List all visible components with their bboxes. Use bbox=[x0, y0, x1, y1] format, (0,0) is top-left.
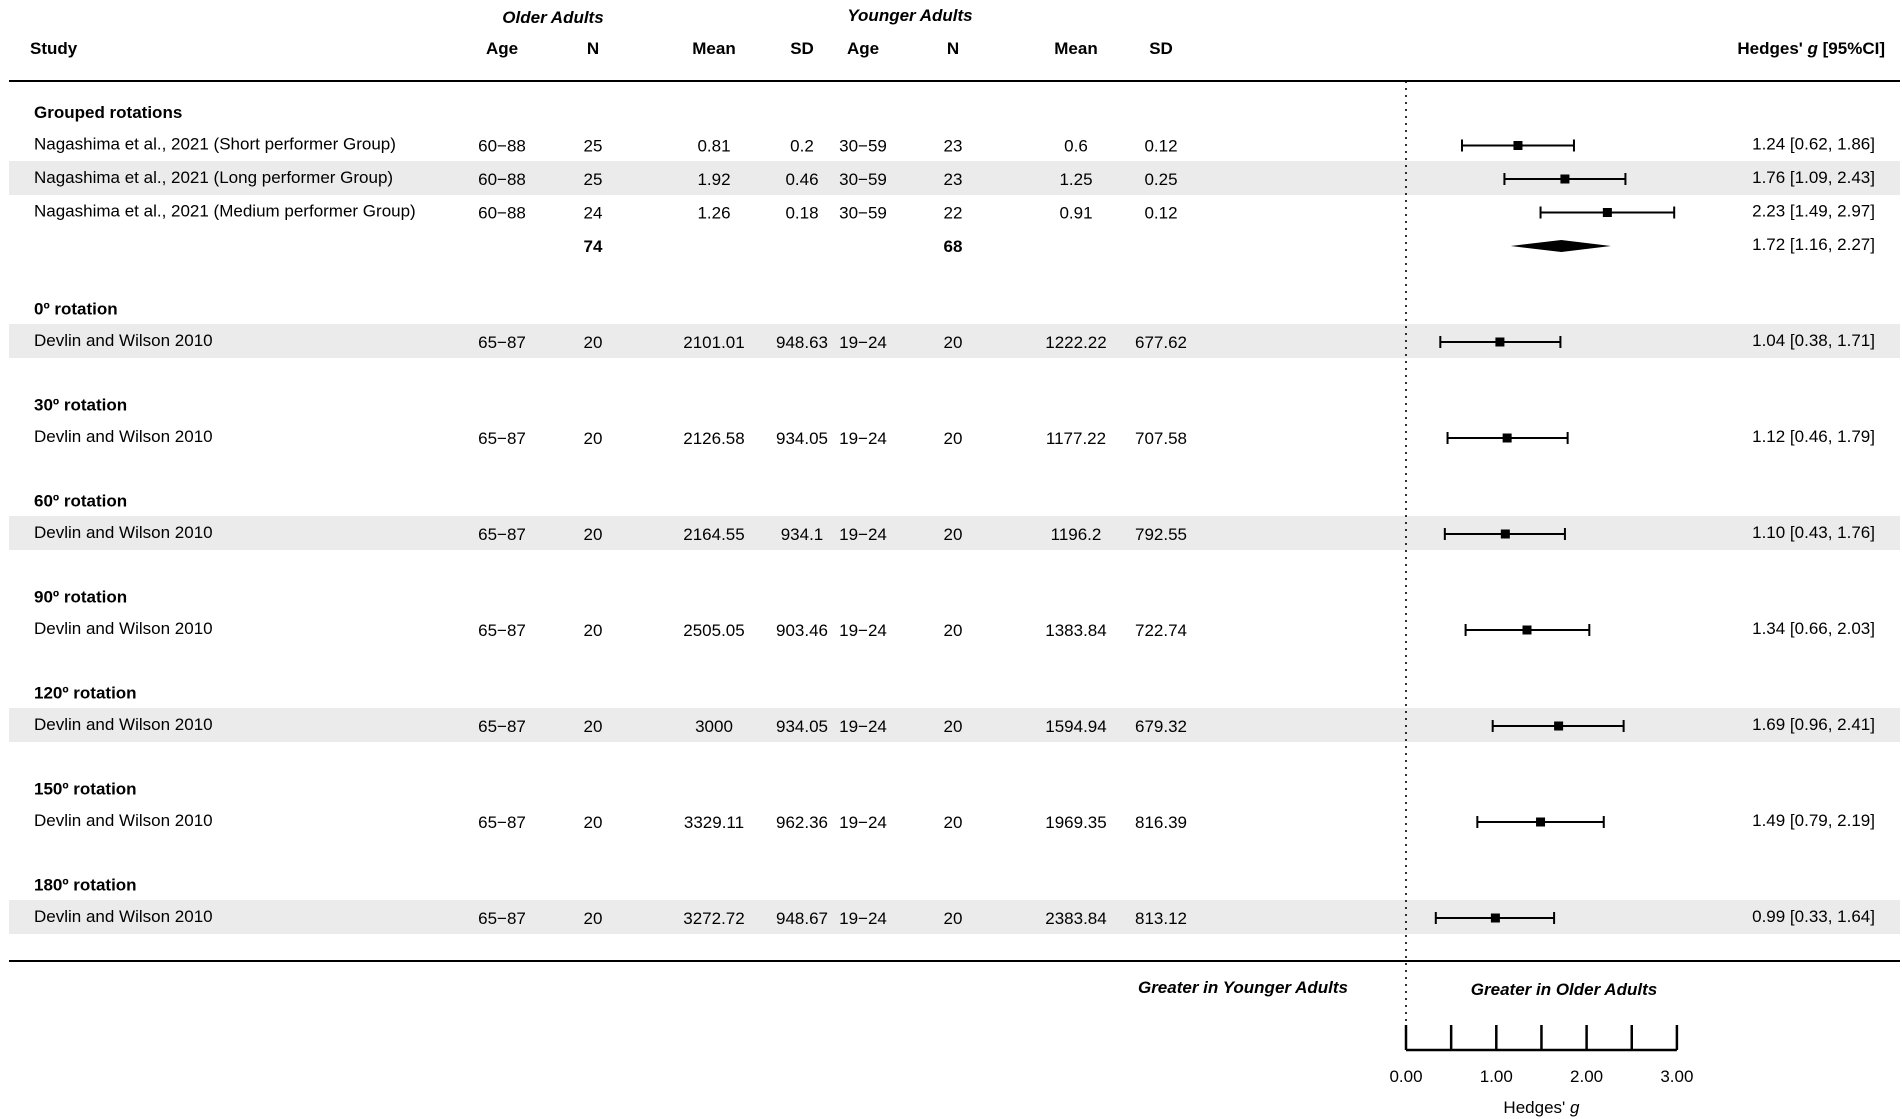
cell-o-n: 20 bbox=[583, 813, 603, 832]
cell-o-age: 60−88 bbox=[478, 170, 526, 189]
cell-o-sd: 0.18 bbox=[785, 203, 819, 223]
cell-y-n: 20 bbox=[943, 909, 963, 928]
cell-y-n: 23 bbox=[943, 136, 963, 156]
cell-y-age: 30−59 bbox=[839, 170, 887, 189]
summary-diamond bbox=[1511, 240, 1611, 252]
cell-o-mean: 1.92 bbox=[697, 170, 731, 189]
col-header-y-n: N bbox=[946, 39, 960, 58]
group-title: 150º rotation bbox=[34, 779, 137, 799]
effect-ci-label: 1.10 [0.43, 1.76] bbox=[1752, 523, 1875, 542]
cell-y-age: 19−24 bbox=[839, 717, 887, 736]
group-title: 120º rotation bbox=[34, 683, 137, 703]
x-tick-label: 0.00 bbox=[1389, 1067, 1423, 1086]
study-name: Nagashima et al., 2021 (Medium performer Group) bbox=[34, 201, 416, 221]
cell-o-n: 20 bbox=[583, 717, 603, 736]
point-estimate bbox=[1495, 338, 1504, 347]
cell-y-n: 22 bbox=[943, 203, 963, 223]
point-estimate bbox=[1560, 175, 1569, 184]
cell-y-n: 20 bbox=[943, 525, 963, 544]
group-title: 60º rotation bbox=[34, 491, 128, 511]
cell-o-sd: 903.46 bbox=[776, 621, 828, 640]
cell-y-sd: 679.32 bbox=[1135, 717, 1187, 736]
cell-o-sd: 948.67 bbox=[776, 909, 828, 928]
cell-o-age: 60−88 bbox=[478, 136, 526, 156]
col-header-o-n: N bbox=[586, 39, 600, 58]
effect-ci-label: 2.23 [1.49, 2.97] bbox=[1752, 201, 1875, 221]
col-header-y-age: Age bbox=[846, 39, 880, 58]
cell-o-sd: 934.05 bbox=[776, 717, 828, 736]
cell-o-n: 20 bbox=[583, 621, 603, 640]
cell-y-mean: 1383.84 bbox=[1045, 621, 1107, 640]
younger-adults-header: Younger Adults bbox=[847, 6, 973, 25]
group-title: Grouped rotations bbox=[34, 103, 183, 122]
cell-o-mean: 3272.72 bbox=[683, 909, 745, 928]
cell-o-age: 65−87 bbox=[478, 621, 526, 640]
cell-o-mean: 3000 bbox=[695, 717, 733, 736]
cell-y-n: 20 bbox=[943, 717, 963, 736]
group-title: 30º rotation bbox=[34, 395, 128, 415]
cell-y-sd: 0.12 bbox=[1144, 203, 1178, 223]
cell-y-n: 20 bbox=[943, 429, 963, 448]
cell-o-mean: 2126.58 bbox=[683, 429, 745, 448]
cell-o-mean: 2505.05 bbox=[683, 621, 745, 640]
cell-y-mean: 1222.22 bbox=[1045, 333, 1107, 352]
effect-ci-label: 1.24 [0.62, 1.86] bbox=[1752, 134, 1875, 154]
point-estimate bbox=[1603, 208, 1612, 217]
col-header-study: Study bbox=[30, 39, 78, 58]
cell-o-age: 65−87 bbox=[478, 333, 526, 352]
cell-o-sd: 962.36 bbox=[776, 813, 828, 832]
cell-y-mean: 1196.2 bbox=[1050, 525, 1102, 544]
cell-y-sd: 813.12 bbox=[1135, 909, 1187, 928]
cell-o-n: 25 bbox=[583, 170, 603, 189]
study-name: Devlin and Wilson 2010 bbox=[34, 907, 213, 926]
cell-y-sd: 677.62 bbox=[1135, 333, 1187, 352]
cell-y-sd: 722.74 bbox=[1135, 621, 1187, 640]
cell-y-n: 20 bbox=[943, 813, 963, 832]
cell-o-sd: 934.05 bbox=[776, 429, 828, 448]
cell-o-mean: 3329.11 bbox=[683, 813, 745, 832]
effect-ci-label: 1.69 [0.96, 2.41] bbox=[1752, 715, 1875, 734]
cell-y-age: 19−24 bbox=[839, 909, 887, 928]
cell-o-mean: 1.26 bbox=[697, 203, 731, 223]
cell-y-sd: 707.58 bbox=[1135, 429, 1187, 448]
study-name: Nagashima et al., 2021 (Short performer Group) bbox=[34, 134, 396, 154]
cell-y-sd: 792.55 bbox=[1135, 525, 1187, 544]
cell-y-mean: 0.6 bbox=[1064, 136, 1088, 156]
older-adults-header: Older Adults bbox=[502, 8, 604, 27]
cell-y-n: 20 bbox=[943, 621, 963, 640]
cell-o-n: 20 bbox=[583, 909, 603, 928]
effect-ci-label: 0.99 [0.33, 1.64] bbox=[1752, 907, 1875, 926]
cell-o-sd: 0.2 bbox=[790, 136, 814, 156]
cell-o-n: 20 bbox=[583, 333, 603, 352]
study-name: Devlin and Wilson 2010 bbox=[34, 331, 213, 350]
study-name: Nagashima et al., 2021 (Long performer Group) bbox=[34, 168, 394, 187]
direction-right-label: Greater in Older Adults bbox=[1470, 980, 1658, 999]
summary-younger-n: 68 bbox=[943, 237, 963, 256]
cell-y-mean: 1.25 bbox=[1059, 170, 1093, 189]
cell-y-age: 30−59 bbox=[839, 203, 887, 223]
summary-ci-label: 1.72 [1.16, 2.27] bbox=[1752, 235, 1875, 254]
col-header-hedges-g: Hedges' g [95%CI] bbox=[1737, 39, 1885, 58]
col-header-y-mean: Mean bbox=[1054, 39, 1098, 58]
summary-older-n: 74 bbox=[583, 237, 603, 256]
point-estimate bbox=[1554, 722, 1563, 731]
cell-y-mean: 1594.94 bbox=[1045, 717, 1107, 736]
cell-o-age: 60−88 bbox=[478, 203, 526, 223]
effect-ci-label: 1.34 [0.66, 2.03] bbox=[1752, 619, 1875, 638]
study-name: Devlin and Wilson 2010 bbox=[34, 715, 213, 734]
col-header-o-mean: Mean bbox=[692, 39, 736, 58]
cell-y-sd: 0.12 bbox=[1144, 136, 1178, 156]
cell-o-age: 65−87 bbox=[478, 525, 526, 544]
cell-o-mean: 0.81 bbox=[697, 136, 731, 156]
cell-y-age: 30−59 bbox=[839, 136, 887, 156]
group-title: 180º rotation bbox=[34, 875, 137, 895]
point-estimate bbox=[1491, 914, 1500, 923]
point-estimate bbox=[1513, 141, 1522, 150]
cell-y-sd: 816.39 bbox=[1135, 813, 1187, 832]
group-title: 0º rotation bbox=[34, 299, 118, 319]
col-header-o-age: Age bbox=[485, 39, 519, 58]
study-name: Devlin and Wilson 2010 bbox=[34, 523, 213, 542]
cell-y-age: 19−24 bbox=[839, 525, 887, 544]
cell-o-mean: 2101.01 bbox=[683, 333, 745, 352]
cell-y-n: 20 bbox=[943, 333, 963, 352]
cell-o-n: 20 bbox=[583, 525, 603, 544]
point-estimate bbox=[1536, 818, 1545, 827]
direction-left-label: Greater in Younger Adults bbox=[1137, 978, 1348, 997]
x-axis-label: Hedges' g bbox=[1503, 1098, 1580, 1117]
study-name: Devlin and Wilson 2010 bbox=[34, 811, 213, 830]
col-header-y-sd: SD bbox=[1149, 39, 1173, 58]
cell-o-sd: 934.1 bbox=[780, 525, 824, 544]
cell-o-sd: 0.46 bbox=[785, 170, 819, 189]
cell-y-age: 19−24 bbox=[839, 813, 887, 832]
cell-y-age: 19−24 bbox=[839, 333, 887, 352]
effect-ci-label: 1.49 [0.79, 2.19] bbox=[1752, 811, 1875, 830]
cell-o-age: 65−87 bbox=[478, 717, 526, 736]
cell-y-age: 19−24 bbox=[839, 621, 887, 640]
point-estimate bbox=[1501, 530, 1510, 539]
cell-o-n: 20 bbox=[583, 429, 603, 448]
cell-y-sd: 0.25 bbox=[1144, 170, 1178, 189]
cell-o-age: 65−87 bbox=[478, 909, 526, 928]
cell-y-n: 23 bbox=[943, 170, 963, 189]
cell-y-mean: 0.91 bbox=[1059, 203, 1093, 223]
study-name: Devlin and Wilson 2010 bbox=[34, 427, 213, 446]
cell-o-age: 65−87 bbox=[478, 813, 526, 832]
cell-o-n: 25 bbox=[583, 136, 603, 156]
cell-o-mean: 2164.55 bbox=[683, 525, 745, 544]
cell-o-n: 24 bbox=[583, 203, 603, 223]
x-tick-label: 1.00 bbox=[1479, 1067, 1513, 1086]
cell-o-age: 65−87 bbox=[478, 429, 526, 448]
cell-o-sd: 948.63 bbox=[776, 333, 828, 352]
cell-y-mean: 2383.84 bbox=[1045, 909, 1107, 928]
point-estimate bbox=[1503, 434, 1512, 443]
effect-ci-label: 1.04 [0.38, 1.71] bbox=[1752, 331, 1875, 350]
cell-y-mean: 1177.22 bbox=[1045, 429, 1107, 448]
study-name: Devlin and Wilson 2010 bbox=[34, 619, 213, 638]
group-title: 90º rotation bbox=[34, 587, 128, 607]
cell-y-age: 19−24 bbox=[839, 429, 887, 448]
col-header-o-sd: SD bbox=[790, 39, 814, 58]
x-tick-label: 2.00 bbox=[1570, 1067, 1604, 1086]
x-tick-label: 3.00 bbox=[1660, 1067, 1694, 1086]
effect-ci-label: 1.76 [1.09, 2.43] bbox=[1752, 168, 1875, 187]
cell-y-mean: 1969.35 bbox=[1045, 813, 1107, 832]
point-estimate bbox=[1523, 626, 1532, 635]
effect-ci-label: 1.12 [0.46, 1.79] bbox=[1752, 427, 1875, 446]
